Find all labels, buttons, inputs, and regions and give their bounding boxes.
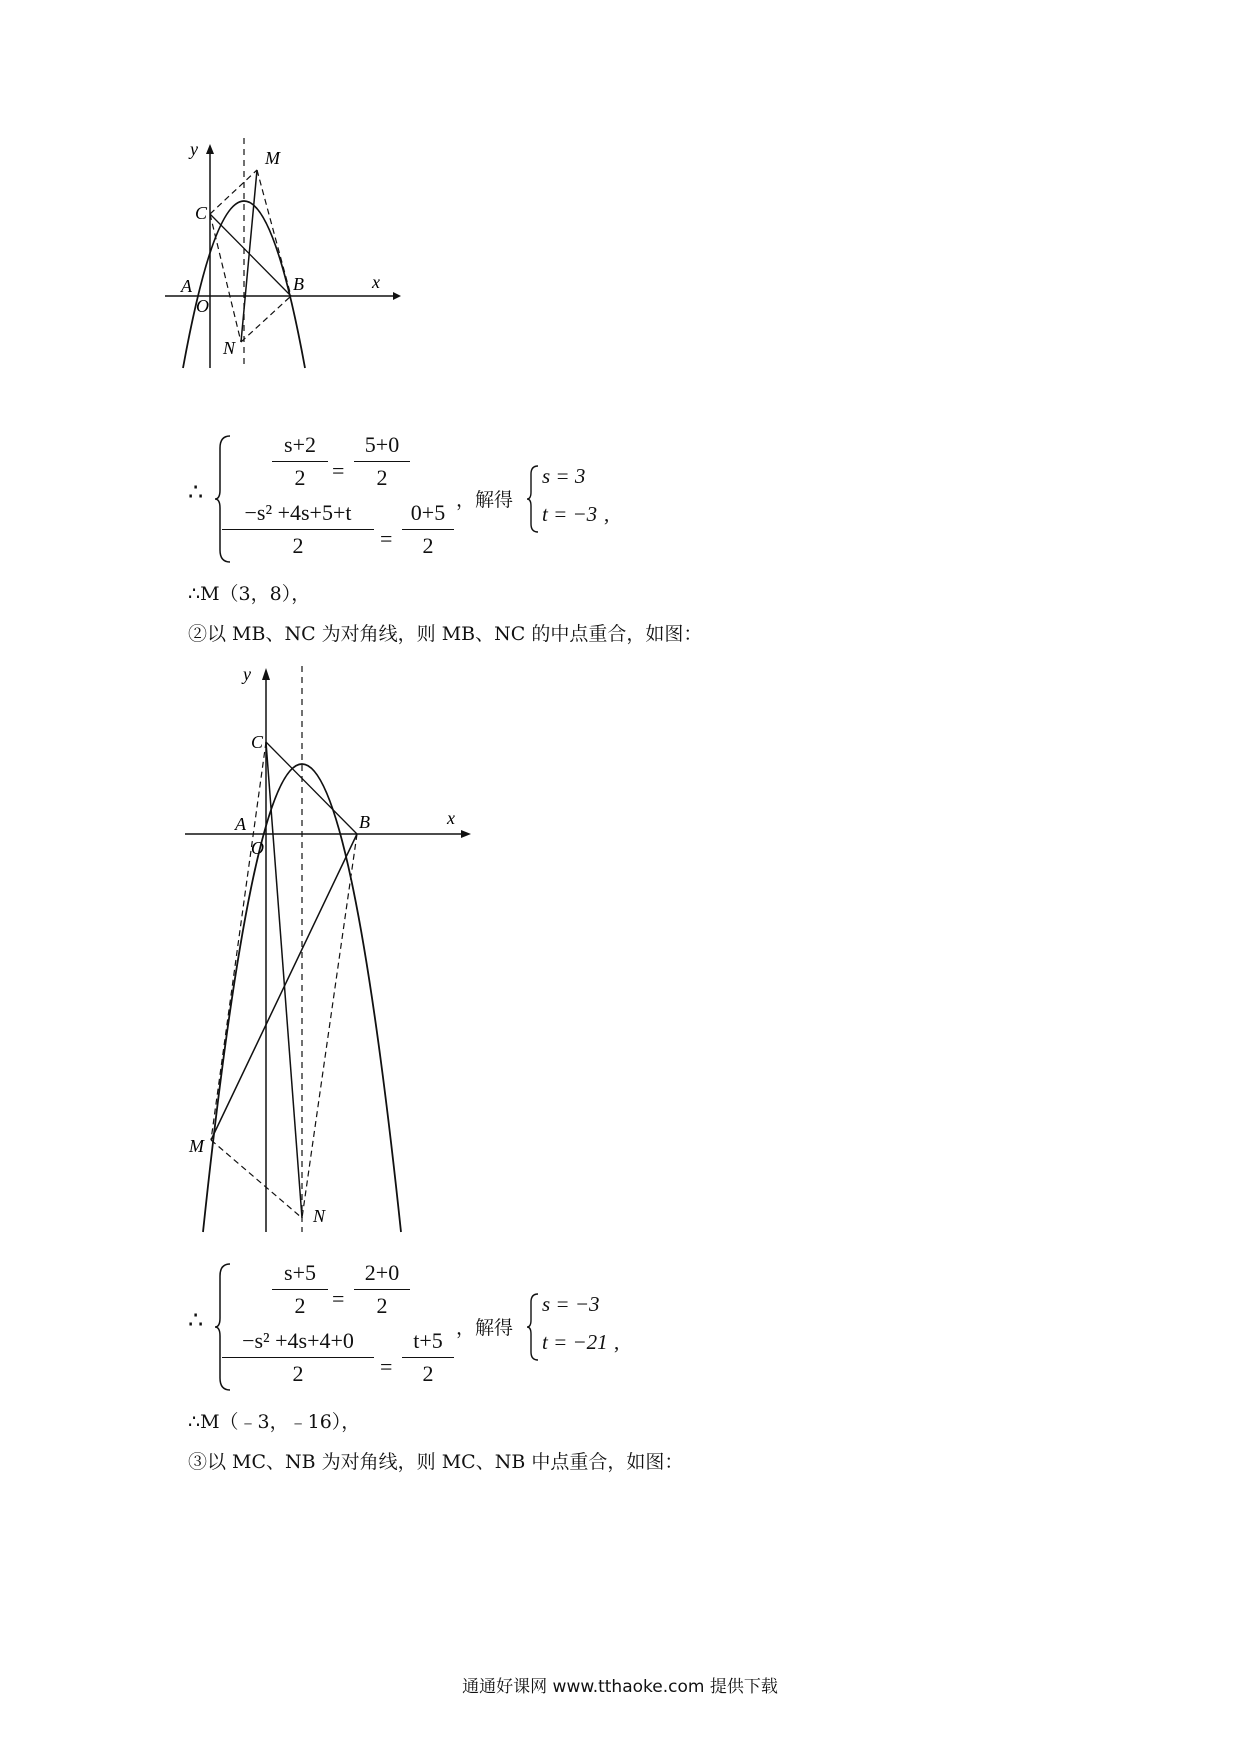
label-y: y bbox=[243, 664, 251, 684]
figure-2-parabola bbox=[185, 662, 475, 1238]
x-axis-arrow-icon bbox=[393, 292, 401, 300]
label-C: C bbox=[251, 732, 264, 752]
label-B: B bbox=[359, 812, 370, 832]
y-axis-arrow-icon bbox=[206, 144, 214, 154]
x-axis-arrow-icon bbox=[461, 830, 471, 838]
label-A: A bbox=[181, 276, 192, 296]
page-footer: 通通好课网 www.tthaoke.com 提供下载 bbox=[462, 1677, 778, 1697]
solution-brace-icon bbox=[526, 464, 540, 534]
label-C: C bbox=[195, 203, 208, 223]
segment-MB bbox=[257, 170, 291, 296]
label-y: y bbox=[190, 139, 198, 159]
fraction: s+2 2 bbox=[272, 432, 328, 491]
label-O: O bbox=[196, 296, 209, 316]
label-x: x bbox=[447, 808, 455, 828]
result-1: ∴M（3，8）， bbox=[188, 583, 311, 605]
figure-1-parabola bbox=[165, 128, 405, 374]
solution-t: t = −3 bbox=[542, 502, 598, 526]
segment-CN bbox=[266, 742, 302, 1218]
therefore-symbol: ∴ bbox=[188, 480, 204, 506]
label-O: O bbox=[251, 838, 264, 858]
fraction: 2+0 2 bbox=[354, 1260, 410, 1319]
solution-s: s = −3 bbox=[542, 1292, 600, 1316]
case-3-description: ③以 MC、NB 为对角线，则 MC、NB 中点重合，如图： bbox=[188, 1451, 684, 1473]
fraction: s+5 2 bbox=[272, 1260, 328, 1319]
solution-s: s = 3 bbox=[542, 464, 586, 488]
label-M: M bbox=[265, 148, 280, 168]
fraction: 5+0 2 bbox=[354, 432, 410, 491]
label-M: M bbox=[189, 1136, 204, 1156]
segment-MN bbox=[211, 1140, 302, 1218]
fraction: t+5 2 bbox=[402, 1328, 454, 1387]
label-N: N bbox=[223, 338, 236, 358]
solution-t: t = −21 bbox=[542, 1330, 608, 1354]
label-N: N bbox=[313, 1206, 326, 1226]
label-x: x bbox=[372, 272, 380, 292]
y-axis-arrow-icon bbox=[262, 668, 270, 680]
result-2: ∴M（﹣3，﹣16）， bbox=[188, 1411, 361, 1433]
segment-CM bbox=[211, 742, 266, 1140]
fraction: −s² +4s+5+t 2 bbox=[222, 500, 374, 559]
fraction: 0+5 2 bbox=[402, 500, 454, 559]
segment-CM bbox=[210, 170, 257, 214]
solve-label: ，解得 bbox=[456, 1317, 514, 1339]
solve-label: ，解得 bbox=[456, 489, 514, 511]
case-2-description: ②以 MB、NC 为对角线，则 MB、NC 的中点重合，如图： bbox=[188, 623, 703, 645]
fraction: −s² +4s+4+0 2 bbox=[222, 1328, 374, 1387]
segment-MN bbox=[241, 170, 257, 342]
solution-brace-icon bbox=[526, 1292, 540, 1362]
label-B: B bbox=[293, 274, 304, 294]
segment-CN bbox=[210, 214, 241, 342]
therefore-symbol: ∴ bbox=[188, 1308, 204, 1334]
segment-NB bbox=[241, 296, 291, 342]
label-A: A bbox=[235, 814, 246, 834]
